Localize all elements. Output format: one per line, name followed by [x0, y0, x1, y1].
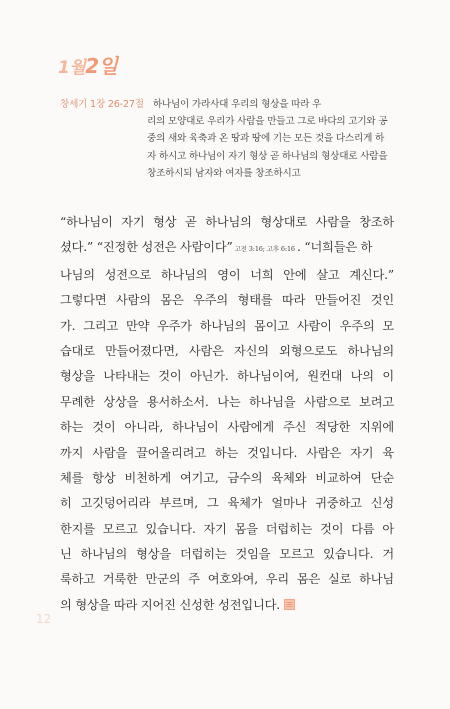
verse-text-line: 창조하시되 남자와 여자를 창조하시고 — [147, 167, 301, 179]
date-heading — [58, 50, 118, 79]
body-line: 그렇다면 사람의 몸은 우주의 형태를 따라 만들어진 것인 — [60, 293, 394, 308]
body-line: 무례한 상상을 용서하소서. 나는 하나님을 사람으로 보려고 — [60, 394, 394, 409]
verse-reference: 창세기 1장 26-27절 — [60, 99, 144, 110]
body-line: 나님의 성전으로 하나님의 영이 너희 안에 살고 계신다.” — [60, 267, 394, 282]
body-line: 습대로 만들어졌다면, 사람은 자신의 외형으로도 하나님의 — [60, 343, 394, 358]
body-line: “하나님이 자기 형상 곧 하나님의 형상대로 사람을 창조하 — [60, 215, 394, 229]
body-text-segment: 셨다.” “진정한 성전은 사람이다” — [60, 240, 233, 255]
body-line: 까지 사람을 끌어올리려고 하는 것입니다. 사람은 자기 육 — [60, 445, 394, 460]
verse-text-line: 자 하시고 하나님이 자기 형상 곧 하나님의 형상대로 사람을 — [147, 150, 388, 162]
meditation-body — [60, 210, 394, 618]
heading-month: 1월 — [58, 58, 86, 78]
verse-text-line: 중의 새와 육축과 온 땅과 땅에 기는 모든 것을 다스리게 하 — [147, 133, 385, 145]
verse-line — [60, 96, 374, 113]
page-number: 12 — [36, 612, 52, 626]
body-line: 체를 항상 비천하게 여기고, 금수의 육체와 비교하여 단순 — [60, 470, 394, 485]
body-line: 한지를 모르고 있습니다. 자기 몸을 더럽히는 것이 다름 아 — [60, 521, 394, 536]
verse-text-line: 하나님이 가라사대 우리의 형상을 따라 우 — [152, 99, 322, 110]
body-line: 하는 것이 아니라, 하나님이 사람에게 주신 적당한 지위에 — [60, 420, 394, 435]
body-line: 가. 그리고 만약 우주가 하나님의 몸이고 사람이 우주의 모 — [60, 318, 394, 333]
body-line — [60, 593, 394, 618]
body-line: 룩하고 거룩한 만군의 주 여호와여, 우리 몸은 실로 하나님 — [60, 572, 394, 587]
body-line: 형상을 나타내는 것이 아닌가. 하나님이여, 원컨대 나의 이 — [60, 369, 394, 384]
body-line — [60, 235, 394, 262]
scripture-verse — [60, 96, 388, 182]
body-line: 닌 하나님의 형상을 더럽히는 것임을 모르고 있습니다. 거 — [60, 547, 394, 562]
body-text-segment: . “너희들은 하 — [296, 240, 373, 255]
body-line: 히 고깃덩어리라 부르며, 그 육체가 얼마나 귀중하고 신성 — [60, 496, 394, 511]
verse-text-line: 리의 모양대로 우리가 사람을 만들고 그로 바다의 고기와 공 — [147, 116, 388, 128]
end-mark-icon — [284, 599, 295, 610]
heading-day: 2일 — [85, 54, 118, 78]
body-text-segment: 의 형상을 따라 지어진 신성한 성전입니다. — [60, 597, 280, 612]
cross-reference: 고전 3:16; 고후 6:16 — [234, 245, 295, 254]
